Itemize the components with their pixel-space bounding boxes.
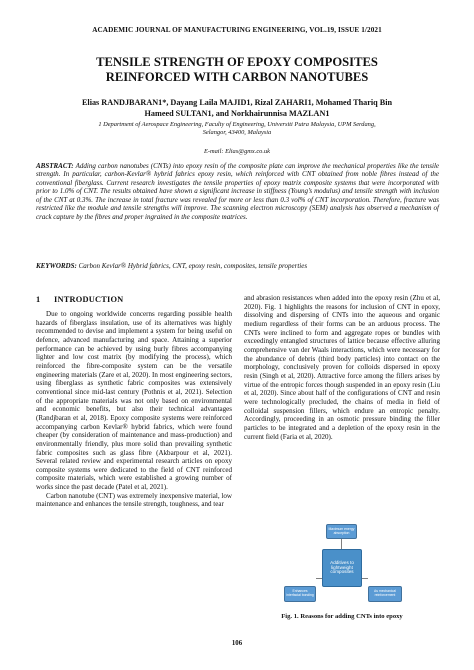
figure-node-additives: Additives to lightweight composites: [322, 549, 362, 587]
authors-line-1: Elias RANDJBARAN1*, Dayang Laila MAJID1, Rizal ZAHARI1, Mohamed Thariq Bin: [81, 98, 393, 107]
authors-line-2: Hameed SULTAN1, and Norkhairunnisa MAZLAN1: [144, 109, 330, 118]
title-line-2: REINFORCED WITH CARBON NANOTUBES: [105, 69, 369, 84]
abstract-label: ABSTRACT:: [36, 162, 74, 170]
figure-node-energy-absorption: Maximum energy absorption: [326, 524, 357, 539]
title-line-1: TENSILE STRENGTH OF EPOXY COMPOSITES: [96, 55, 378, 69]
abstract: [36, 162, 439, 221]
section-number: 1: [36, 295, 41, 304]
body-paragraph: Carbon nanotube (CNT) was extremely inexpensive material, low maintenance and enhances the tensile strength, toughness, and tear: [36, 491, 232, 509]
keywords: [36, 262, 439, 270]
keywords-text: Carbon Kevlar® Hybrid fabrics, CNT, epoxy resin, composites, tensile properties: [78, 262, 308, 270]
body-paragraph: Due to ongoing worldwide concerns regarding possible health hazards of fiberglass insulation, use of its alternatives was highly recommended to devise and implement a system for being useful on defence, advanced manufacturing and space. Attaining a superior performance can be achieved by using burly fibres accompanying lighter and low cost matrix (by modifying the process), which reinforced the fibre-composite system can be the versatile engineering materials (Zare et al, 2020). In most engineering sectors, using fiberglass as synthetic fabric composites was extensively conventional since mid-last century (Pothnis et al, 2021). Selection of the appropriate materials was not only based on environmental and economic benefits, but also their technical advantages (Randjbaran et al, 2018). Epoxy composite systems were reinforced accompanying carbon Kevlar® hybrid fabrics, which were found cheaper (by consideration of maintenance and mass-production) and environmentally friendly, plus more solid than prevailing synthetic fabric composites such as glass fibre (Akbarpour et al, 2021). Several related review and experimental research articles on epoxy composite systems were dedicated to the field of CNT reinforced composite materials, which were established a growing number of works since the past decade (Patel et al, 2021).: [36, 310, 232, 492]
figure-node-mechanical-reinforcement: As mechanical reinforcement: [368, 586, 402, 602]
abstract-text: Adding carbon nanotubes (CNTs) into epoxy resin of the composite plate can improve the mechanical properties like the tensile strength. In particular, carbon-Kevlar® hybrid fabrics epoxy resin, which reinforced with CNT obtained from noble fibres instead of the conventional fiberglass. Current research investigates the tensile properties of epoxy matrix composite systems that were incorporated with prior to 1.0% of CNT. The results obtained have shown a significant increase in stiffness (Young’s modulus) and tensile strength with inclusion of the CNT at 0.3%. The increase in total fracture was revealed for more or less than 0.3 vol% of CNT incorporation. Therefore, fracture was restricted like the module and tensile strengths will improve. The scanning electron microscopy (SEM) analysis has observed a mechanism of crack capture by the fibres and proper ingrained in the composite matrices.: [36, 162, 439, 221]
right-column: [244, 294, 440, 441]
paper-title: [20, 55, 454, 84]
contact-email[interactable]: E-mail: Elias@gmx.co.uk: [203, 148, 271, 155]
left-column: [36, 310, 232, 509]
body-paragraph: and abrasion resistances when added into the epoxy resin (Zhu et al, 2020). Fig. 1 highlights the reasons for inclusion of CNT in epoxy, dissolving and dispersing of CNTs into the aqueous and organic medium regardless of their forms can be an arduous process. The CNTs were inclined to form and aggregate ropes or bundles with exceedingly entangled structures of lattice because effective alluring comprehensive van der Waals interactions, which were necessary for the abundance of debris (third body particles) into contact on the morphology, conclusively proven for colloids dispersed in epoxy resin (Singh et al, 2020). Attractive force among the fillers arises by virtue of the entropic forces though suspended in an epoxy resin (Liu et al, 2020). Since about half of the configurations of CNT and resin were technologically precluded, the chains of media in field of colloidal suspension fillers, which endure an entropic penalty. Accordingly, proceeding in an osmotic pressure binding the filler particles to be integrated and a depletion of the epoxy resin in the current field (Faria et al, 2020).: [244, 294, 440, 441]
section-title: INTRODUCTION: [54, 295, 124, 304]
figure-node-interfacial-bonding: Enhances interfacial bonding: [284, 586, 316, 602]
author-list: [20, 97, 454, 119]
affiliation: [60, 121, 414, 137]
page-number: 106: [231, 640, 243, 647]
figure-caption: Fig. 1. Reasons for adding CNTs into epoxy: [281, 613, 403, 620]
affiliation-line-1: 1 Department of Aerospace Engineering, Faculty of Engineering, Universiti Putra Malaysia, UPM Serdang,: [98, 121, 376, 128]
affiliation-line-2: Selangor, 43400, Malaysia: [202, 129, 272, 136]
journal-header: ACADEMIC JOURNAL OF MANUFACTURING ENGINEERING, VOL.19, ISSUE 1/2021: [92, 26, 382, 34]
keywords-label: KEYWORDS:: [36, 262, 77, 270]
section-heading: [36, 295, 123, 304]
connector-top: [341, 539, 342, 549]
figure-1-diagram: [276, 524, 408, 604]
